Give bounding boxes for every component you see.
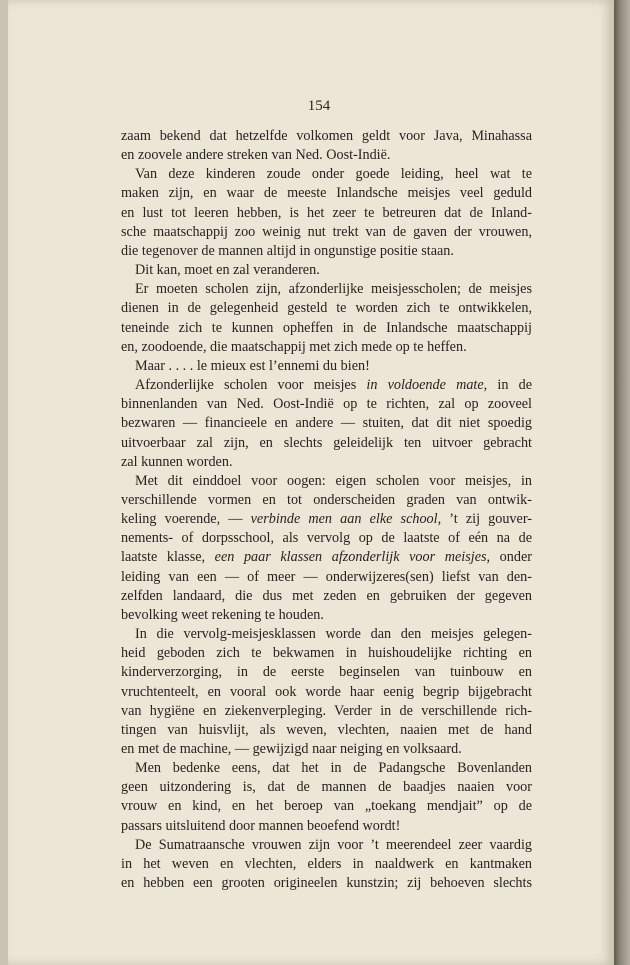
text-segment: Men bedenke eens, dat het in de Padangsche Bovenlanden [135,760,532,777]
text-segment: laatste klasse, [121,549,215,566]
text-segment: verschillende vormen en tot onderscheiden graden van ontwik- [121,491,532,508]
text-segment: Met dit einddoel voor oogen: eigen scholen voor meisjes, in [135,472,532,489]
text-line [121,606,532,625]
text-segment: en zoovele andere streken van Ned. Oost-Indië. [121,147,391,164]
text-segment: Maar . . . . le mieux est l’ennemi du bien! [135,357,370,374]
text-line [121,472,532,491]
text-line [121,663,532,682]
emphasis-text: in voldoende mate [366,377,484,394]
page-number: 154 [307,98,331,114]
text-line [121,299,532,318]
text-segment: Van deze kinderen zoude onder goede leiding, heel wat te [135,166,532,183]
text-segment: onder [490,549,532,566]
text-segment: sche maatschappij zoo weinig nut trekt van de gaven der vrouwen, [121,223,532,240]
text-line [121,146,532,165]
text-segment: die tegenover de mannen altijd in ongunstige positie staan. [121,242,454,259]
text-line [121,797,532,816]
text-line [121,204,532,223]
text-line [121,529,532,548]
text-segment: zaam bekend dat hetzelfde volkomen geldt voor Java, Minahassa [121,128,532,144]
text-line [121,702,532,721]
text-line [121,414,532,433]
text-line [121,165,532,184]
body-text [121,127,532,893]
text-line [121,548,532,567]
text-segment: geen uitzondering is, dat de mannen de baadjes naaien voor [121,779,532,796]
text-line [121,184,532,203]
text-segment: keling voerende, — [121,511,251,528]
text-segment: vruchtenteelt, en vooral ook worde haar eenig begrip bijgebracht [121,683,532,700]
text-segment: zal kunnen worden. [121,453,233,470]
text-segment: tingen van huisvlijt, als weven, vlechten, naaien met de hand [121,721,532,738]
text-segment: zelfden landaard, die dus met zeden en gebruiken der gegeven [121,587,532,604]
text-segment: Afzonderlijke scholen voor meisjes [135,377,367,394]
text-line [121,453,532,472]
text-line [121,587,532,606]
text-line [121,683,532,702]
text-segment: vrouw en kind, en het beroep van „toekang mendjait” op de [121,798,532,815]
text-line [121,778,532,797]
text-segment: en, zoodoende, die maatschappij met zich mede op te heffen. [121,338,467,355]
text-line [121,127,532,146]
text-line [121,740,532,759]
text-line [121,491,532,510]
text-segment: Dit kan, moet en zal veranderen. [135,262,320,279]
text-line [121,625,532,644]
text-line [121,644,532,663]
text-line [121,376,532,395]
text-segment: ’t zij gouver- [441,511,532,528]
text-segment: passars uitsluitend door mannen beoefend wordt! [121,817,401,834]
text-line [121,395,532,414]
text-segment: teneinde zich te kunnen opheffen in de Inlandsche maatschappij [121,319,532,336]
text-segment: uitvoerbaar zal zijn, en slechts geleidelijk ten uitvoer gebracht [121,434,532,451]
text-segment: bevolking weet rekening te houden. [121,606,324,623]
text-line [121,759,532,778]
text-line [121,817,532,836]
text-segment: heid geboden zich te bekwamen in huishoudelijke richting en [121,645,532,662]
text-line [121,338,532,357]
text-line [121,280,532,299]
text-segment: nements- of dorpsschool, als vervolg op de laatste of eén na de [121,530,532,547]
emphasis-text: een paar klassen afzonderlijk voor meisjes, [214,549,491,566]
text-segment: , in de [483,377,532,394]
emphasis-text: verbinde men aan elke school, [250,511,442,528]
text-segment: in het weven en vlechten, elders in naaldwerk en kantmaken [121,855,532,872]
text-segment: en lust tot leeren hebben, is het zeer te betreuren dat de Inland- [121,204,532,221]
text-line [121,319,532,338]
text-segment: van hygiëne en ziekenverpleging. Verder in de verschillende rich- [121,702,532,719]
text-segment: De Sumatraansche vrouwen zijn voor ’t meerendeel zeer vaardig [135,836,532,853]
text-line [121,242,532,261]
text-segment: kinderverzorging, in de eerste beginselen van tuinbouw en [121,664,532,681]
text-line [121,836,532,855]
text-line [121,874,532,893]
text-line [121,434,532,453]
text-segment: binnenlanden van Ned. Oost-Indië op te richten, zal op zooveel [121,396,532,413]
text-segment: leiding van een — of meer — onderwijzeres(sen) liefst van den- [121,568,532,585]
text-segment: en met de machine, — gewijzigd naar neiging en volksaard. [121,741,462,757]
text-segment: maken zijn, en waar de meeste Inlandsche meisjes veel geduld [121,185,532,202]
text-line [121,568,532,587]
text-line [121,223,532,242]
text-line [121,855,532,874]
text-segment: bezwaren — financieele en andere — stuiten, dat dit niet spoedig [121,415,532,432]
text-segment: dienen in de gelegenheid gesteld te worden zich te ontwikkelen, [121,300,532,317]
text-segment: Er moeten scholen zijn, afzonderlijke meisjesscholen; de meisjes [135,281,532,298]
text-line [121,721,532,740]
text-line [121,357,532,376]
text-line [121,261,532,280]
text-segment: en hebben een grooten origineelen kunstzin; zij behoeven slechts [121,875,532,892]
text-line [121,510,532,529]
text-segment: In die vervolg-meisjesklassen worde dan den meisjes gelegen- [135,626,532,643]
book-spine [614,0,630,965]
